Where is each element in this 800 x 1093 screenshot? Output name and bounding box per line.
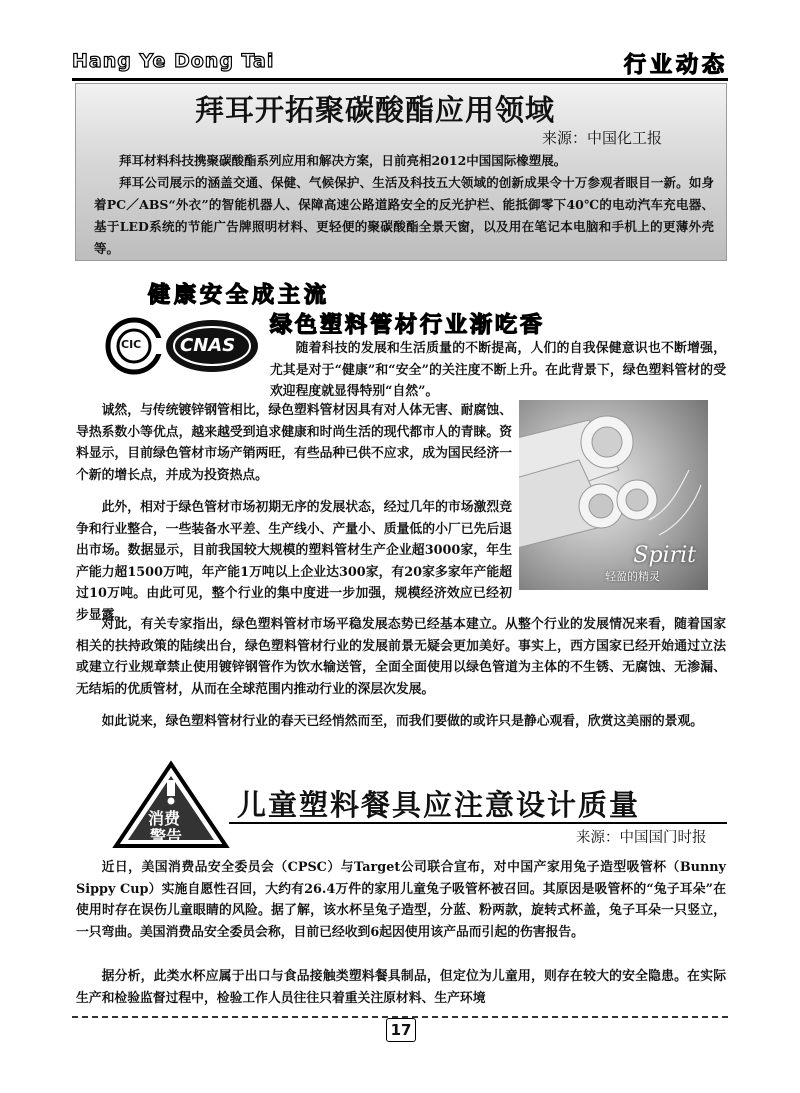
consumer-warning-badge [112,760,230,850]
cnas-logo-text: CNAS [180,335,236,356]
badge-text-top: 消费 [148,809,181,828]
badge-text-bottom: 警告 [150,827,183,846]
article1-title: 拜耳开拓聚碳酸酯应用领域 [195,93,556,127]
article2-intro: 随着科技的发展和生活质量的不断提高，人们的自我保健意识也不断增强，尤其是对于“健康”和“安全”的关注度不断上升。在此背景下，绿色塑料管材的受欢迎程度就显得特别“自然”。 [270,341,726,399]
header-rule [72,78,728,81]
article2-paragraph: 此外，相对于绿色管材市场初期无序的发展状态，经过几年的市场激烈竞争和行业整合，一些装备水平差、生产线小、产量小、质量低的小厂已先后退出市场。数据显示，目前我国较大规模的塑料管材生产企业超3000家，年生产能力超1500万吨，年产能1万吨以上企业达300家，有20家多家年产能超过10万吨。由此可见，整个行业的集中度进一步加强，规模经济效应已经初步显露。 [76,500,512,623]
article3-paragraph: 据分析，此类水杯应属于出口与食品接触类塑料餐具制品，但定位为儿童用，则存在较大的安全隐患。在实际生产和检验监督过程中，检验工作人员往往只着重关注原材料、生产环境 [76,969,726,1006]
article3-title: 儿童塑料餐具应注意设计质量 [237,788,641,822]
article2-paragraph: 如此说来，绿色塑料管材行业的春天已经悄然而至，而我们要做的或许只是静心观看，欣赏这美丽的景观。 [101,714,704,729]
article2-paragraph: 诚然，与传统镀锌钢管相比，绿色塑料管材因具有对人体无害、耐腐蚀、导热系数小等优点，越来越受到追求健康和时尚生活的现代都市人的青睐。资料显示，目前绿色管材市场产销两旺，有些品种已供不应求，成为国民经济一个新的增长点，并成为投资热点。 [76,403,512,483]
cic-logo-text: CIC [121,338,142,351]
certification-logos [104,316,264,376]
photo-caption-sub: 轻盈的精灵 [605,570,660,583]
article1-paragraph: 拜耳公司展示的涵盖交通、保健、气候保护、生活及科技五大领域的创新成果令十万参观者眼目一新。如身着PC／ABS“外衣”的智能机器人、保障高速公路道路安全的反光护栏、能抵御零下40℃的电动汽车充电器、基于LED系统的节能广告牌照明材料、更轻便的聚碳酸酯全景天窗，以及用在笔记本电脑和手机上的更薄外壳等。 [94,175,714,256]
article2-paragraph: 对此，有关专家指出，绿色塑料管材市场平稳发展态势已经基本建立。从整个行业的发展情况来看，随着国家相关的扶持政策的陆续出台，绿色塑料管材行业的发展前景无疑会更加美好。事实上，西方国家已经开始通过立法或建立行业规章禁止使用镀锌钢管作为饮水输送管，全面全面使用以绿色管道为主体的不生锈、无腐蚀、无渗漏、无结垢的优质管材，从而在全球范围内推动行业的深层次发展。 [76,617,726,697]
article3-source: 来源：中国国门时报 [576,830,707,846]
article2-kicker: 健康安全成主流 [148,283,331,308]
photo-caption: Spirit [633,543,696,568]
header-section-title-latin: Hang Ye Dong Tai [72,50,275,72]
article1-source: 来源：中国化工报 [542,129,663,147]
pipe-photo [519,400,708,590]
article3-title-rule [229,822,727,824]
article1-paragraph: 拜耳材料科技携聚碳酸酯系列应用和解决方案，日前亮相2012中国国际橡塑展。 [119,153,567,168]
page-number: 17 [386,1018,416,1042]
header-section-title: 行业动态 [623,53,728,78]
article3-paragraph: 近日，美国消费品安全委员会（CPSC）与Target公司联合宣布，对中国产家用兔子造型吸管杯（Bunny Sippy Cup）实施自愿性召回，大约有26.4万件的家用儿童兔子吸管杯被召回。其原因是吸管杯的“兔子耳朵”在使用时存在误伤儿童眼睛的风险。据了解，该水杯呈兔子造型，分蓝、粉两款，旋转式杯盖，兔子耳朵一只竖立，一只弯曲。美国消费品安全委员会称，目前已经收到6起因使用该产品而引起的伤害报告。 [76,860,726,940]
article2-title: 绿色塑料管材行业渐吃香 [270,313,546,338]
